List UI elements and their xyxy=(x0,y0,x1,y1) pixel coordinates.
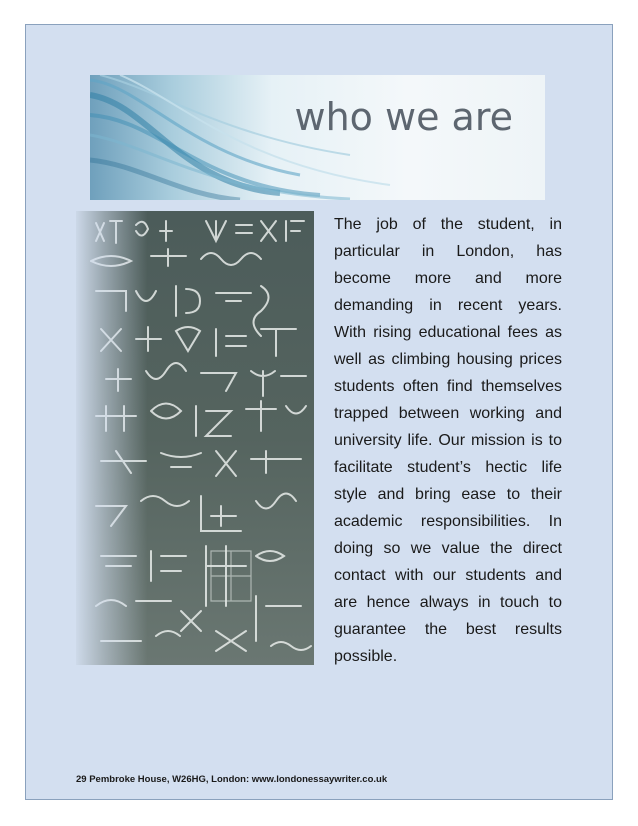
chalkboard-image xyxy=(76,211,314,665)
chalkboard-photo xyxy=(76,211,314,665)
footer-address: 29 Pembroke House, W26HG, London: www.londonessaywriter.co.uk xyxy=(76,774,388,785)
header-banner xyxy=(90,75,545,200)
banner-title: who we are xyxy=(294,95,513,139)
article-paragraph: The job of the student, in particular in London, has become more and more demanding in recent years. With rising educational fees as well as climbing housing prices students often find themselves trapped between working and university life. Our mission is to facilitate student’s hectic life style and bring ease to their academic responsibilities. In doing so we value the direct contact with our students and are hence always in touch to guarantee the best results possible. xyxy=(334,216,562,665)
